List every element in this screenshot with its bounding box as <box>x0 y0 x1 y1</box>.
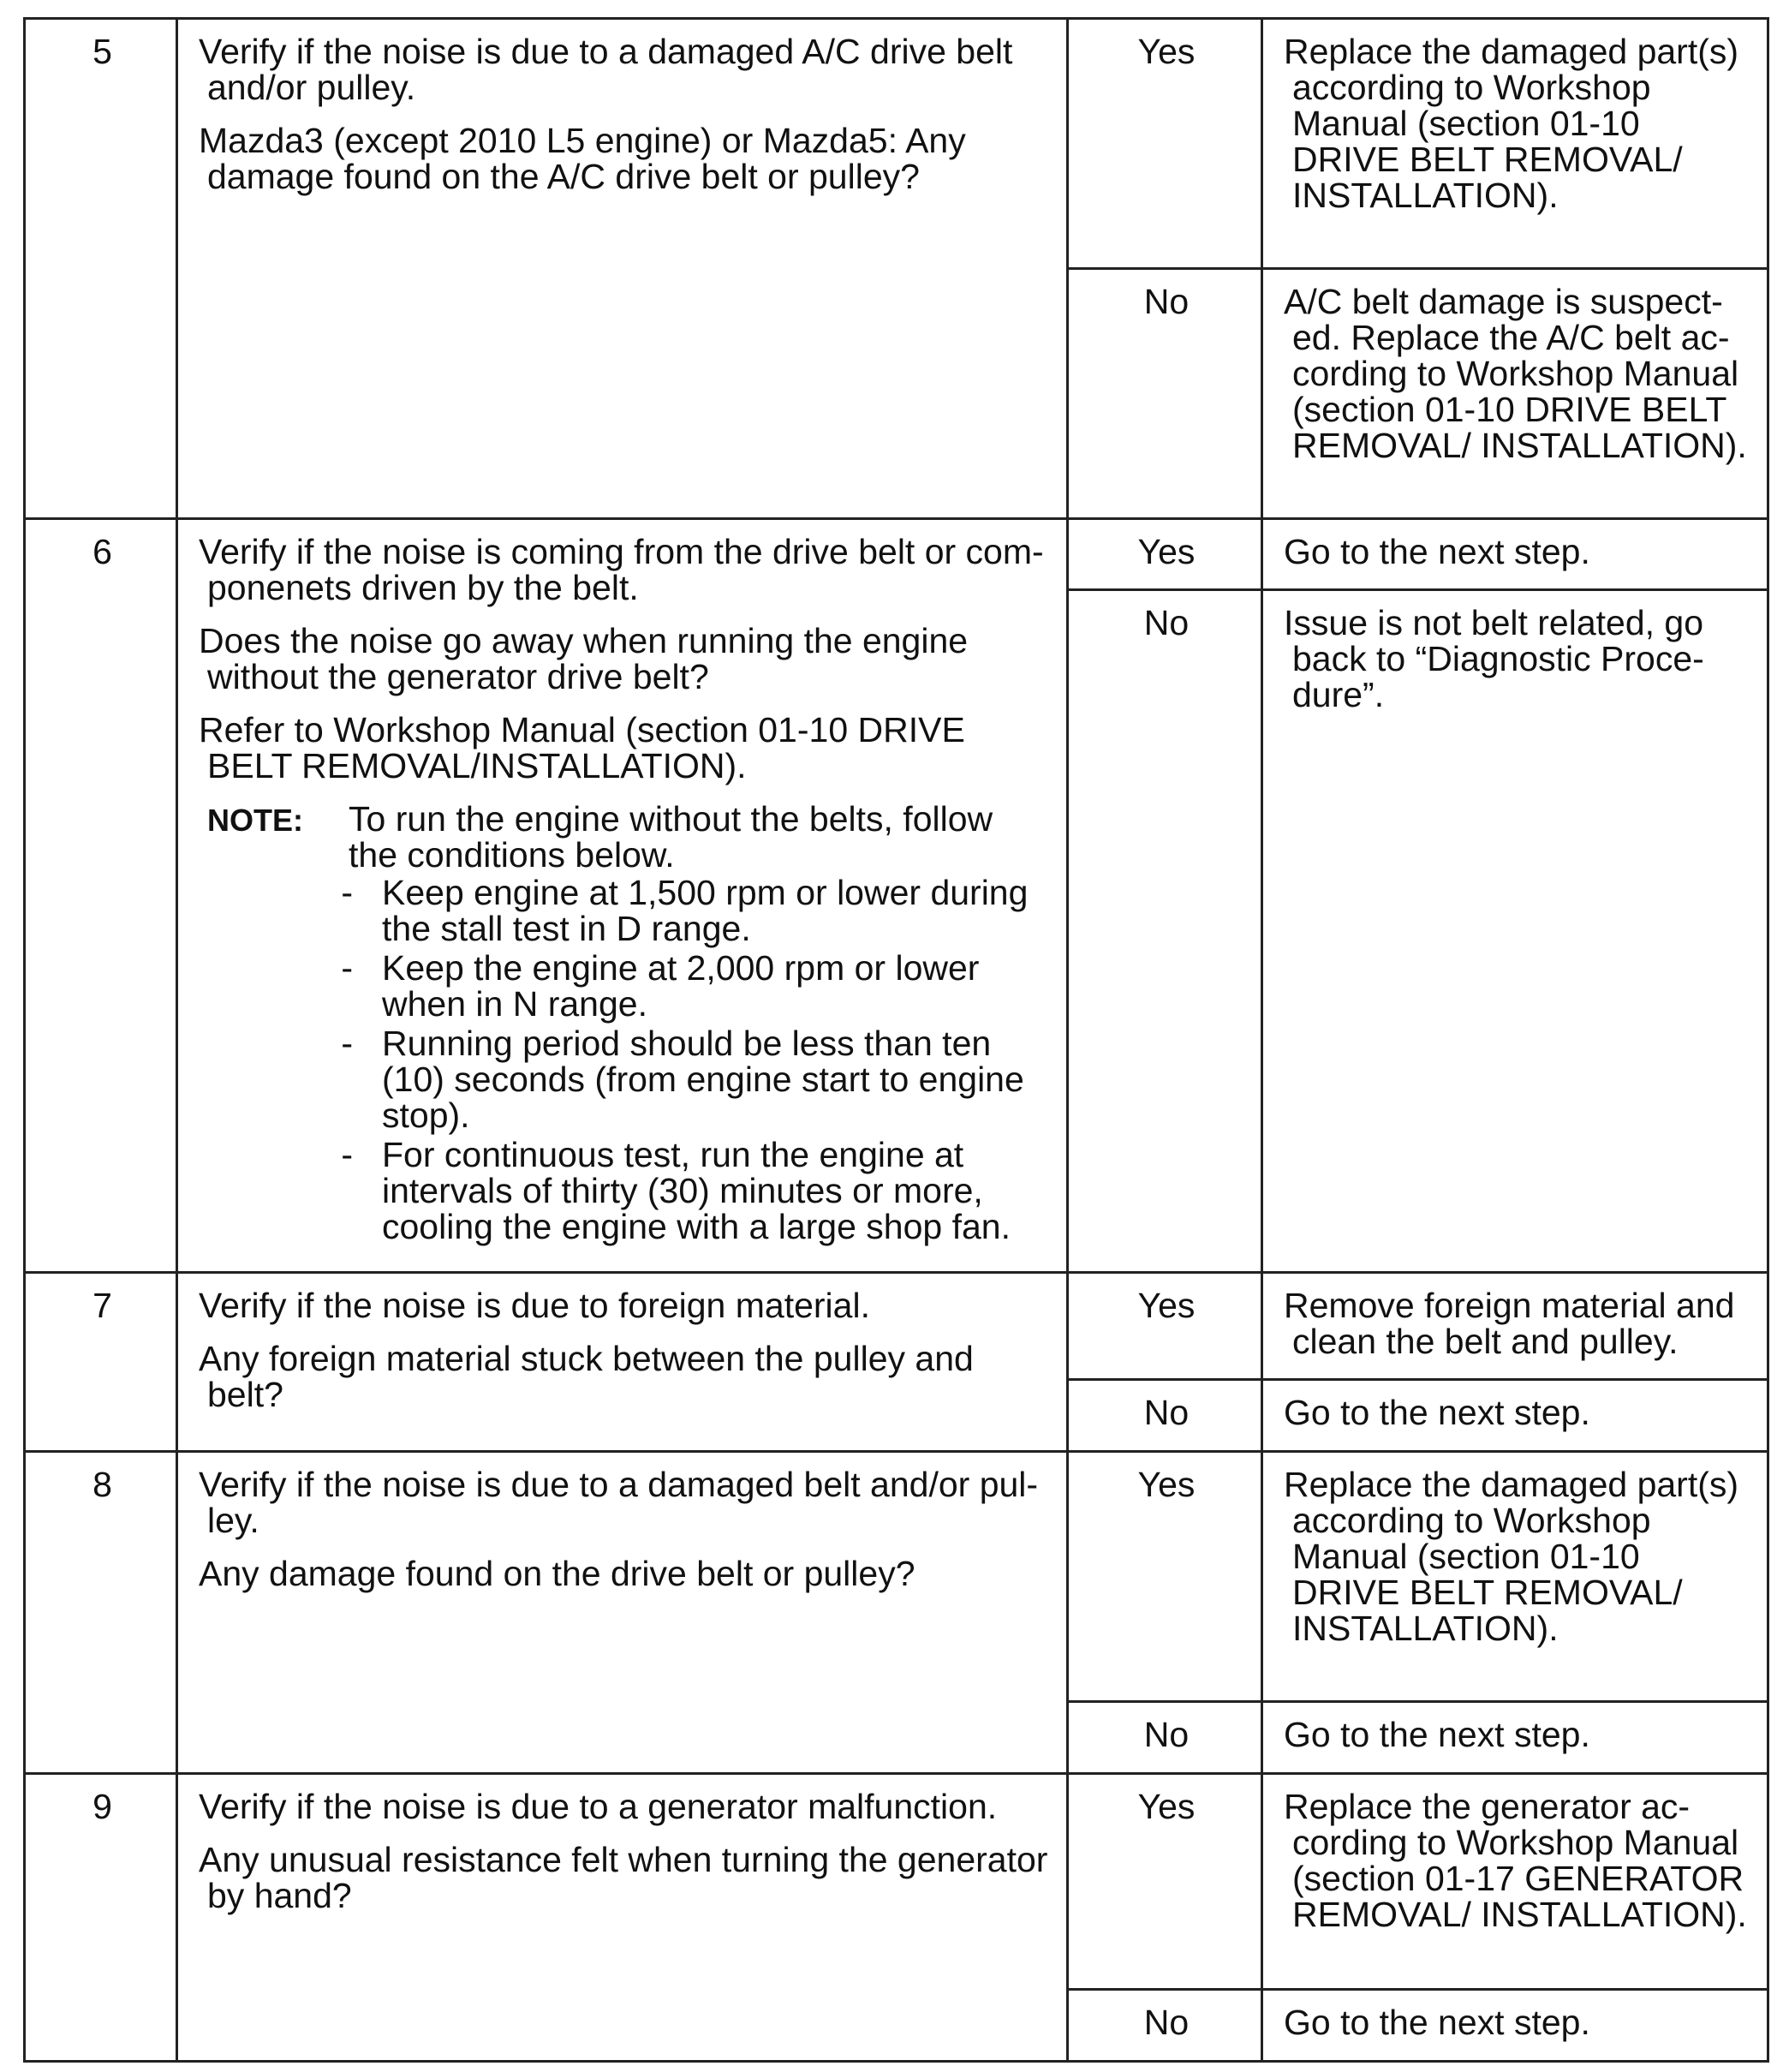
action-text: Verify if the noise is due to a damaged belt and/or pul-ley. <box>199 1465 1039 1540</box>
result-no: No <box>1068 1990 1262 2062</box>
result-no: No <box>1068 590 1262 1273</box>
next-action <box>1262 1990 1768 2062</box>
result-yes: Yes <box>1068 1452 1262 1702</box>
list-item <box>199 875 1049 946</box>
note-bullets <box>199 875 1049 1245</box>
step-number: 6 <box>25 519 177 1273</box>
action-reference: Refer to Workshop Manual (section 01-10 DRIVE BELT REMOVAL/INSTALLATION). <box>199 710 965 785</box>
note-text: To run the engine without the belts, follow the conditions below. <box>349 799 993 875</box>
result-yes: Yes <box>1068 1273 1262 1380</box>
action-text: Verify if the noise is coming from the drive belt or com-ponenets driven by the belt. <box>199 532 1044 607</box>
next-action-text: Replace the damaged part(s) according to Workshop Manual (section 01-10 DRIVE BELT REMOVAL/ INSTALLATION). <box>1284 1465 1739 1648</box>
action-question: Any damage found on the drive belt or pulley? <box>199 1554 915 1593</box>
step-action <box>177 519 1068 1273</box>
bullet-dash: - <box>341 948 353 988</box>
action-question: Any unusual resistance felt when turning the generator by hand? <box>199 1840 1048 1915</box>
next-action <box>1262 519 1768 590</box>
result-no: No <box>1068 1702 1262 1774</box>
action-question: Any foreign material stuck between the pulley and belt? <box>199 1339 974 1414</box>
step-action <box>177 1273 1068 1452</box>
next-action-text: Go to the next step. <box>1284 532 1590 571</box>
bullet-dash: - <box>341 1024 353 1063</box>
list-item <box>199 950 1049 1022</box>
list-item <box>199 1137 1049 1245</box>
next-action <box>1262 1273 1768 1380</box>
next-action <box>1262 1380 1768 1452</box>
step-number: 9 <box>25 1774 177 2062</box>
table-row <box>25 1774 1768 1990</box>
note-label: NOTE: <box>207 803 303 838</box>
next-action <box>1262 1452 1768 1702</box>
result-yes: Yes <box>1068 1774 1262 1990</box>
next-action-text: Replace the damaged part(s) according to Workshop Manual (section 01-10 DRIVE BELT REMOVAL/ INSTALLATION). <box>1284 32 1739 215</box>
step-number: 8 <box>25 1452 177 1774</box>
bullet-text: Keep engine at 1,500 rpm or lower during the stall test in D range. <box>382 873 1029 948</box>
result-no: No <box>1068 1380 1262 1452</box>
next-action <box>1262 1774 1768 1990</box>
next-action <box>1262 590 1768 1273</box>
next-action <box>1262 1702 1768 1774</box>
action-question: Does the noise go away when running the engine without the generator drive belt? <box>199 621 969 696</box>
bullet-text: Running period should be less than ten (10) seconds (from engine start to engine stop). <box>382 1024 1024 1135</box>
bullet-text: Keep the engine at 2,000 rpm or lower when in N range. <box>382 948 980 1024</box>
diagnostic-table <box>23 17 1769 2063</box>
step-number: 7 <box>25 1273 177 1452</box>
next-action <box>1262 19 1768 269</box>
next-action-text: Issue is not belt related, go back to “Diagnostic Proce-dure”. <box>1284 603 1704 714</box>
bullet-dash: - <box>341 1135 353 1174</box>
table-row <box>25 1452 1768 1702</box>
action-text: Verify if the noise is due to a damaged A/C drive belt and/or pulley. <box>199 32 1013 107</box>
bullet-text: For continuous test, run the engine at intervals of thirty (30) minutes or more, cooling the engine with a large shop fan. <box>382 1135 1011 1246</box>
next-action-text: Remove foreign material and clean the belt and pulley. <box>1284 1286 1735 1361</box>
next-action <box>1262 269 1768 519</box>
step-number: 5 <box>25 19 177 519</box>
step-action <box>177 19 1068 519</box>
next-action-text: Go to the next step. <box>1284 2003 1590 2042</box>
note-block <box>207 801 1049 873</box>
step-action <box>177 1774 1068 2062</box>
list-item <box>199 1025 1049 1133</box>
next-action-text: Go to the next step. <box>1284 1715 1590 1754</box>
table-row <box>25 19 1768 269</box>
action-text: Verify if the noise is due to foreign material. <box>199 1286 870 1325</box>
next-action-text: Go to the next step. <box>1284 1393 1590 1432</box>
table-row <box>25 519 1768 590</box>
result-yes: Yes <box>1068 19 1262 269</box>
action-question: Mazda3 (except 2010 L5 engine) or Mazda5: Any damage found on the A/C drive belt or pulley? <box>199 121 966 196</box>
next-action-text: Replace the generator ac-cording to Workshop Manual (section 01-17 GENERATOR REMOVAL/ INSTALLATION). <box>1284 1787 1747 1934</box>
result-yes: Yes <box>1068 519 1262 590</box>
action-text: Verify if the noise is due to a generator malfunction. <box>199 1787 998 1826</box>
step-action <box>177 1452 1068 1774</box>
table-row <box>25 1273 1768 1380</box>
result-no: No <box>1068 269 1262 519</box>
bullet-dash: - <box>341 873 353 912</box>
next-action-text: A/C belt damage is suspect-ed. Replace the A/C belt ac-cording to Workshop Manual (section 01-10 DRIVE BELT REMOVAL/ INSTALLATION). <box>1284 282 1747 465</box>
